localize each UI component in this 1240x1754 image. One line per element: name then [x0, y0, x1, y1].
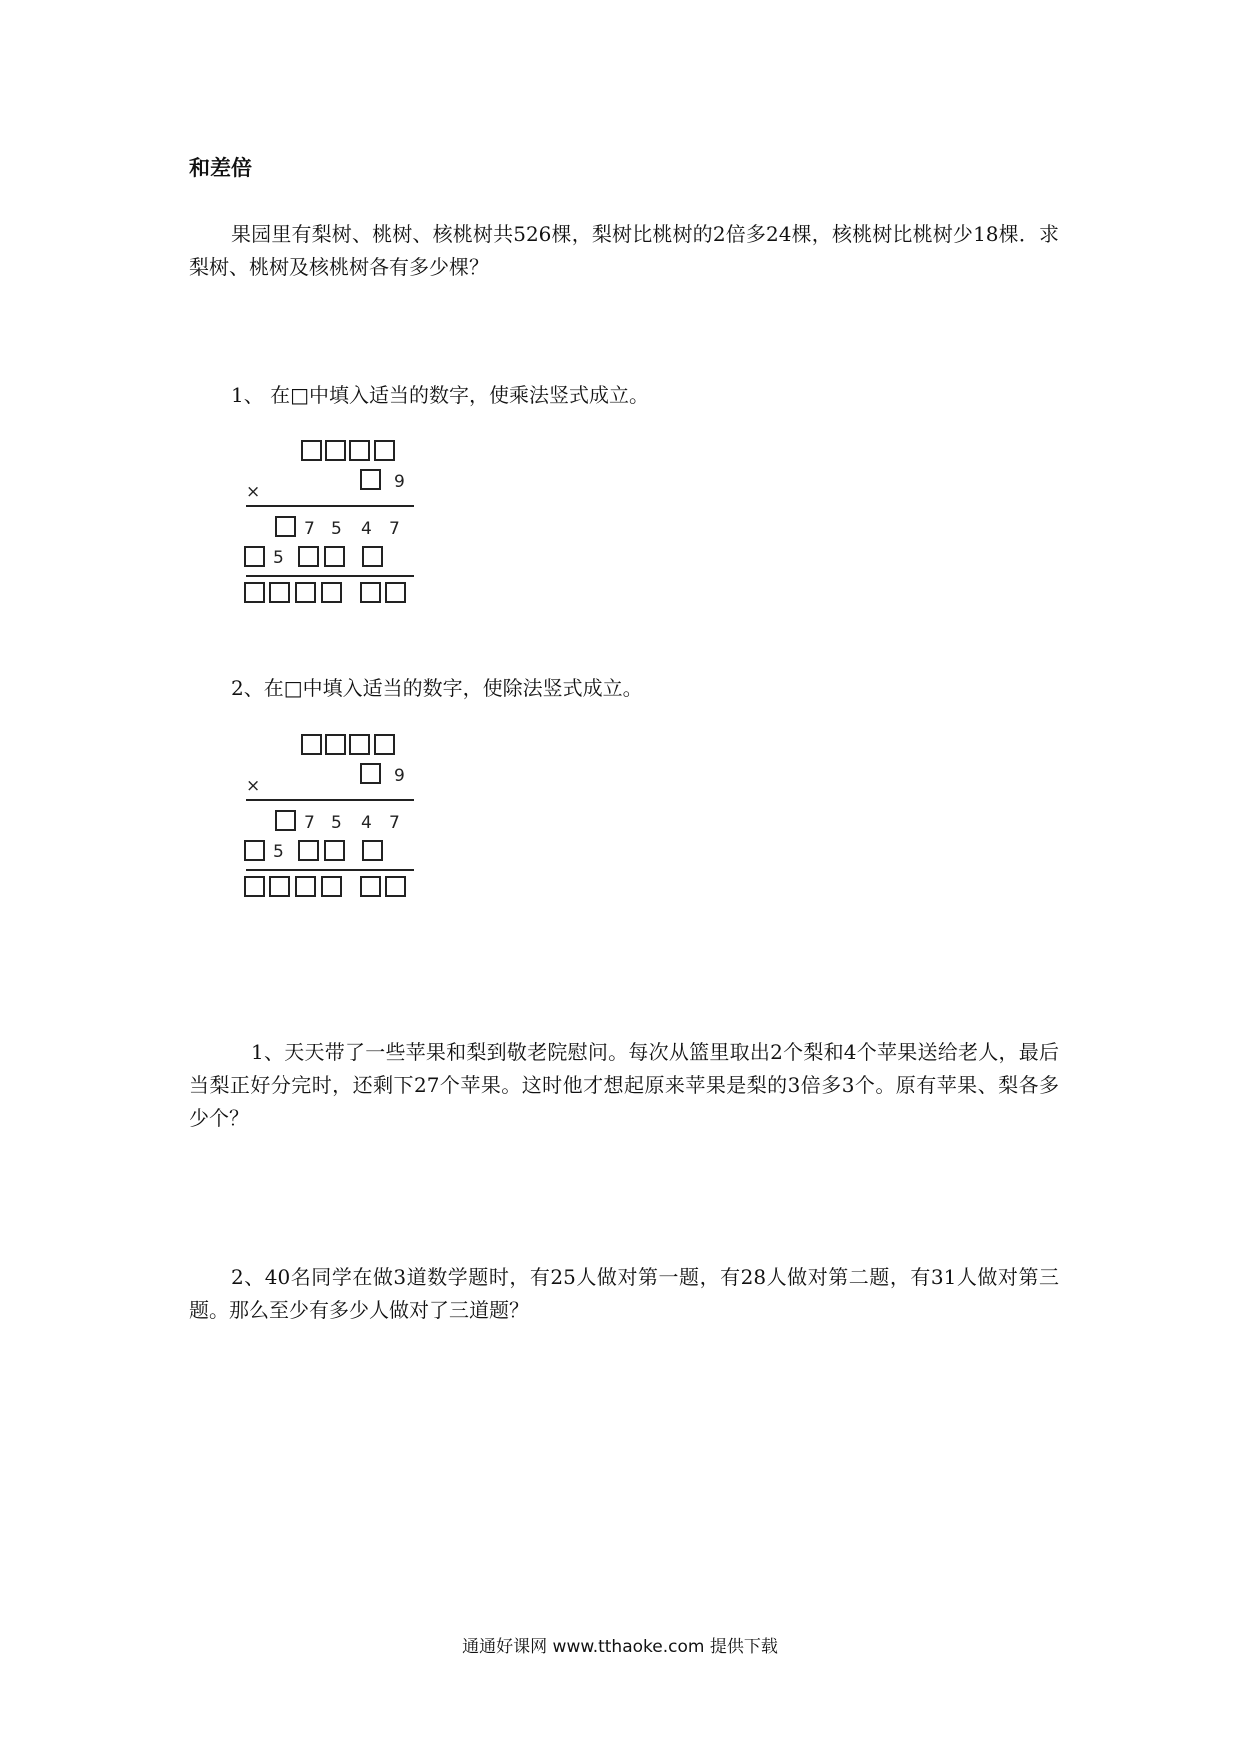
- problem-apples-pears: 1、天天带了一些苹果和梨到敬老院慰问。每次从篮里取出2个梨和4个苹果送给老人，最后当梨正好分完时，还剩下27个苹果。这时他才想起原来苹果是梨的3倍多3个。原有苹果、梨各多少个？: [189, 1040, 1059, 1130]
- puzzle1-label: 1、 在□中填入适当的数字，使乘法竖式成立。: [231, 383, 649, 407]
- partial1-digit: 4: [361, 519, 372, 539]
- multiplier-digit: 9: [394, 472, 405, 492]
- partial1-digit: 7: [304, 813, 315, 833]
- intro-problem: 果园里有梨树、桃树、核桃树共526棵，梨树比桃树的2倍多24棵，核桃树比桃树少18棵．求梨树、桃树及核桃树各有多少棵？: [189, 222, 1059, 279]
- multiply-sign: ×: [246, 776, 261, 796]
- multiplication-puzzle-1: [242, 436, 422, 606]
- multiply-sign: ×: [246, 482, 261, 502]
- partial1-digit: 7: [304, 519, 315, 539]
- page-title: 和差倍: [189, 156, 252, 180]
- puzzle2-label: 2、在□中填入适当的数字，使除法竖式成立。: [231, 676, 643, 700]
- partial2-digit: 5: [273, 842, 284, 862]
- partial1-digit: 5: [331, 813, 342, 833]
- footer-source: 通通好课网 www.tthaoke.com 提供下载: [462, 1637, 778, 1657]
- partial2-digit: 5: [273, 548, 284, 568]
- partial1-digit: 7: [389, 813, 400, 833]
- partial1-digit: 4: [361, 813, 372, 833]
- partial1-digit: 7: [389, 519, 400, 539]
- partial1-digit: 5: [331, 519, 342, 539]
- multiplication-puzzle-2: [242, 730, 422, 900]
- problem-students: 2、40名同学在做3道数学题时，有25人做对第一题，有28人做对第二题，有31人做对第三题。那么至少有多少人做对了三道题？: [189, 1265, 1059, 1322]
- multiplier-digit: 9: [394, 766, 405, 786]
